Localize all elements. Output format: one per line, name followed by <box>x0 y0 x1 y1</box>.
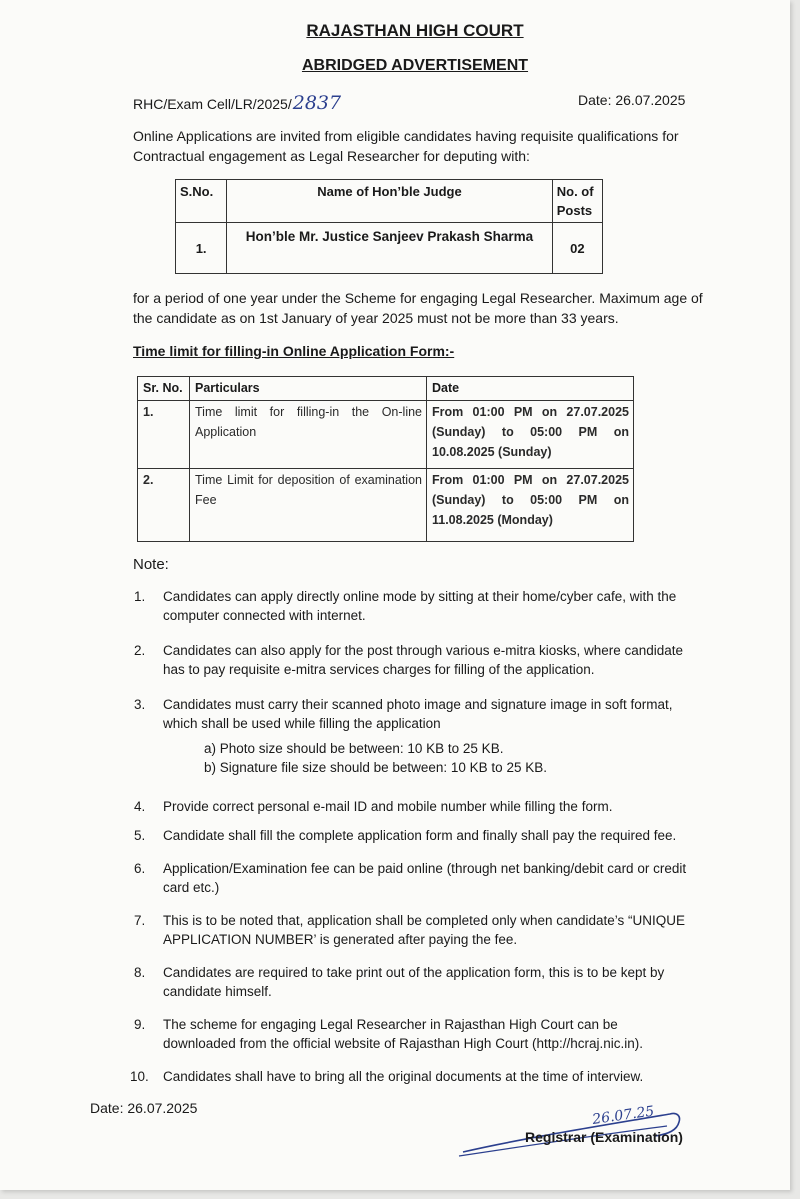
time-limit-table <box>137 376 634 542</box>
table-row <box>138 401 634 469</box>
list-item: 4. Provide correct personal e-mail ID and mobile number while filling the form. <box>134 799 613 814</box>
sub-item-signature-size: b) Signature file size should be between: 10 KB to 25 KB. <box>204 760 547 775</box>
table-row <box>176 223 603 274</box>
sub-item-photo-size: a) Photo size should be between: 10 KB to 25 KB. <box>204 741 504 756</box>
list-item: 9. The scheme for engaging Legal Researcher in Rajasthan High Court can be downloaded from the official website of Rajasthan High Court (http://hcraj.nic.in). <box>134 1017 643 1051</box>
reference-number <box>133 92 341 114</box>
note-heading: Note: <box>133 556 169 573</box>
list-item: 7. This is to be noted that, application shall be completed only when candidate’s “UNIQUE APPLICATION NUMBER’ is generated after paying the fee. <box>134 913 686 947</box>
judges-table-header <box>176 180 603 223</box>
cell-particulars: Time limit for filling-in the On-line Application <box>190 401 427 469</box>
list-item: 3. Candidates must carry their scanned photo image and signature image in soft format, which shall be used while filling the application <box>134 697 673 731</box>
cell-srno: 2. <box>138 469 190 542</box>
signature-date: 26.07.25 <box>591 1103 656 1128</box>
intro-paragraph: Online Applications are invited from eligible candidates having requisite qualifications for Contractual engagement as Legal Researcher for deputing with: <box>133 128 679 164</box>
cell-date: From 01:00 PM on 27.07.2025 (Sunday) to 05:00 PM on 11.08.2025 (Monday) <box>427 469 634 542</box>
notes-list <box>130 587 694 1086</box>
col-date: Date <box>427 377 634 401</box>
issue-date: Date: 26.07.2025 <box>578 92 686 108</box>
col-particulars: Particulars <box>190 377 427 401</box>
list-item: 8. Candidates are required to take print out of the application form, this is to be kept by candidate himself. <box>134 965 665 999</box>
cell-sno: 1. <box>176 223 227 274</box>
list-item: 1. Candidates can apply directly online mode by sitting at their home/cyber cafe, with the computer connected with internet. <box>134 589 677 623</box>
table-row <box>138 469 634 542</box>
particulars-text: Time Limit for deposition of examination Fee <box>195 473 422 507</box>
col-srno: Sr. No. <box>138 377 190 401</box>
cell-judge-name: Hon’ble Mr. Justice Sanjeev Prakash Sharma <box>227 223 553 274</box>
signatory-title: Registrar (Examination) <box>525 1129 683 1145</box>
reference-text: RHC/Exam Cell/LR/2025/ <box>133 96 292 112</box>
list-item: 5. Candidate shall fill the complete application form and finally shall pay the required fee. <box>134 828 677 843</box>
court-title: RAJASTHAN HIGH COURT <box>306 21 524 40</box>
time-limit-heading: Time limit for filling-in Online Application Form:- <box>133 343 455 359</box>
col-posts: No. of Posts <box>552 180 602 223</box>
cell-posts: 02 <box>552 223 602 274</box>
time-limit-header <box>138 377 634 401</box>
col-judge-name: Name of Hon’ble Judge <box>227 180 553 223</box>
judges-table <box>175 179 603 274</box>
advertisement-title: ABRIDGED ADVERTISEMENT <box>301 57 529 74</box>
cell-srno: 1. <box>138 401 190 469</box>
footer-date: Date: 26.07.2025 <box>90 1100 198 1116</box>
handwritten-number: 2837 <box>292 92 342 114</box>
cell-date: From 01:00 PM on 27.07.2025 (Sunday) to 05:00 PM on 10.08.2025 (Sunday) <box>427 401 634 469</box>
col-sno: S.No. <box>176 180 227 223</box>
cell-particulars <box>190 469 427 542</box>
list-item: 6. Application/Examination fee can be paid online (through net banking/debit card or credit card etc.) <box>134 861 687 895</box>
list-item: 10. Candidates shall have to bring all the original documents at the time of interview. <box>130 1069 644 1084</box>
list-item: 2. Candidates can also apply for the post through various e-mitra kiosks, where candidate has to pay requisite e-mitra services charges for filling of the application. <box>134 643 684 677</box>
period-paragraph: for a period of one year under the Scheme for engaging Legal Researcher. Maximum age of the candidate as on 1st January of year 2025 must not be more than 33 years. <box>133 290 703 326</box>
